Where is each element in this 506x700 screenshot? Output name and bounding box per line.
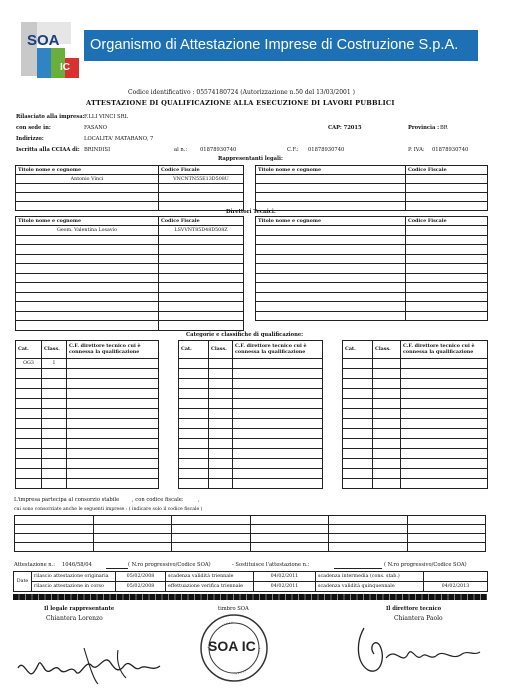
sede-label: con sede in: xyxy=(16,125,51,131)
direttori-heading: Direttori Tecnici: xyxy=(226,209,276,215)
col-cf: Codice Fiscale xyxy=(406,166,488,175)
indirizzo-label: Indirizzo: xyxy=(16,136,44,142)
piva-label: P. IVA: xyxy=(408,147,425,153)
date-table xyxy=(13,571,488,592)
table-row xyxy=(16,359,159,369)
rappresentanti-left-table xyxy=(15,165,244,211)
scadenza-intermedia-value xyxy=(424,572,488,582)
doc-title: ATTESTAZIONE DI QUALIFICAZIONE ALLA ESECUZIONE DI LAVORI PUBBLICI xyxy=(86,99,395,107)
rappresentante-cf: VNCNTN55E13D508U xyxy=(159,175,244,184)
scadenza-intermedia-label: scadenza intermedia (cons. stab.) xyxy=(316,572,424,582)
cat-value: OG3 xyxy=(16,359,42,369)
rappresentanti-right-table xyxy=(255,165,488,211)
sede-value: FASANO xyxy=(84,125,107,131)
legale-signature xyxy=(14,628,174,692)
rilascio-corso-label: rilascio attestazione in corso xyxy=(32,582,116,592)
categorie-table-3 xyxy=(342,340,488,489)
direttore-cf: LSVVNT85D48D508Z xyxy=(159,226,244,236)
redacted-strip xyxy=(13,594,487,600)
direttori-left-table xyxy=(15,216,244,331)
divider xyxy=(334,568,382,569)
consorzio-line1b: , con codice fiscale: xyxy=(132,497,184,503)
direttore-label: Il direttore tecnico xyxy=(386,606,442,612)
consorzio-line1: L'impresa partecipa al consorzio stabile xyxy=(14,497,120,503)
sostituisce-label: - Sostituisce l'attestazione n.: xyxy=(232,562,310,568)
cciaa-value: BRINDISI xyxy=(84,147,111,153)
col-cf-direttore: C.F. direttore tecnico cui è connessa la qualificazione xyxy=(401,341,488,359)
rilascio-originaria-label: rilascio attestazione originaria xyxy=(32,572,116,582)
progressivo-label-2: ( N.ro progressivo/Codice SOA) xyxy=(384,562,467,568)
col-nome: Titolo nome e cognome xyxy=(16,166,159,175)
timbro-label: timbro SOA xyxy=(218,606,249,612)
categorie-heading: Categorie e classifiche di qualificazione: xyxy=(186,332,304,338)
rappresentanti-heading: Rappresentanti legali: xyxy=(218,156,283,162)
class-value: I xyxy=(42,359,67,369)
col-cf: Codice Fiscale xyxy=(406,217,488,226)
scadenza-quinquennale-label: scadenza validità quinquennale xyxy=(316,582,424,592)
col-nome: Titolo nome e cognome xyxy=(16,217,159,226)
col-cat: Cat. xyxy=(16,341,42,359)
progressivo-label: ( N.ro progressivo/Codice SOA) xyxy=(128,562,211,568)
direttore-nome: Geom. Valentina Losavio xyxy=(16,226,159,236)
soa-ic-logo xyxy=(21,18,81,80)
provincia-value: BR xyxy=(440,125,448,131)
consorzio-line1c: , xyxy=(198,497,200,503)
divider xyxy=(106,568,128,569)
col-cf: Codice Fiscale xyxy=(159,166,244,175)
provincia-label: Provincia : xyxy=(408,125,440,131)
rilasciato-value: F.LLI VINCI SRL xyxy=(84,114,128,120)
legale-label: Il legale rappresentante xyxy=(44,606,115,612)
rilascio-corso-value: 05/02/2008 xyxy=(116,582,166,592)
soa-stamp xyxy=(198,612,270,684)
col-class: Class. xyxy=(42,341,67,359)
col-cat: Cat. xyxy=(343,341,373,359)
cciaa-label: Iscritta alla CCIAA di: xyxy=(16,147,80,153)
date-label: Date xyxy=(14,572,32,592)
categorie-table-2 xyxy=(178,340,323,489)
piva-value: 01878930740 xyxy=(432,147,469,153)
col-class: Class. xyxy=(373,341,401,359)
table-row xyxy=(16,175,244,184)
col-cf-direttore: C.F. direttore tecnico cui è connessa la qualificazione xyxy=(67,341,159,359)
codice-identificativo: Codice identificativo : 05574180724 (Autorizzazione n.50 del 13/03/2001 ) xyxy=(128,89,355,96)
cap-label: CAP: 72015 xyxy=(328,125,362,131)
col-nome: Titolo nome e cognome xyxy=(256,166,406,175)
direttore-signature xyxy=(346,615,486,682)
attestazione-label: Attestazione n.: xyxy=(14,562,56,568)
org-banner: Organismo di Attestazione Imprese di Costruzione S.p.A. xyxy=(84,30,478,61)
consorziate-table xyxy=(14,515,486,552)
direttore-name: Chiantera Paolo xyxy=(394,615,443,622)
cf-value: 01878930740 xyxy=(308,147,345,153)
stamp-text: SOA IC xyxy=(208,638,256,654)
col-nome: Titolo nome e cognome xyxy=(256,217,406,226)
scadenza-triennale-value: 04/02/2011 xyxy=(254,572,316,582)
cf-label: C.F.: xyxy=(287,147,299,153)
al-n-value: 01878930740 xyxy=(200,147,237,153)
col-class: Class. xyxy=(209,341,233,359)
col-cf-direttore: C.F. direttore tecnico cui è connessa la qualificazione xyxy=(233,341,323,359)
categorie-table-1 xyxy=(15,340,159,489)
attestazione-value: 1046/58/04 xyxy=(62,562,92,568)
rilasciato-label: Rilasciato alla impresa: xyxy=(16,114,85,120)
verifica-triennale-label: effettuazione verifica triennale xyxy=(166,582,254,592)
consorzio-line2: cui sono consorziate anche le seguenti imprese : ( indicare solo il codice fiscale ) xyxy=(14,507,203,512)
col-cat: Cat. xyxy=(179,341,209,359)
logo-sub: IC xyxy=(60,62,70,73)
rappresentante-nome: Antonio Vinci xyxy=(16,175,159,184)
al-n-label: al n.: xyxy=(174,147,188,153)
table-row xyxy=(16,226,244,236)
verifica-triennale-value: 04/02/2011 xyxy=(254,582,316,592)
rilascio-originaria-value: 05/02/2008 xyxy=(116,572,166,582)
col-cf: Codice Fiscale xyxy=(159,217,244,226)
indirizzo-value: LOCALITA' MATARANO, 7 xyxy=(84,136,154,142)
direttori-right-table xyxy=(255,216,488,321)
logo-text: SOA xyxy=(27,32,60,49)
legale-name: Chiantera Lorenzo xyxy=(46,615,103,622)
scadenza-quinquennale-value: 04/02/2013 xyxy=(424,582,488,592)
scadenza-triennale-label: scadenza validità triennale xyxy=(166,572,254,582)
